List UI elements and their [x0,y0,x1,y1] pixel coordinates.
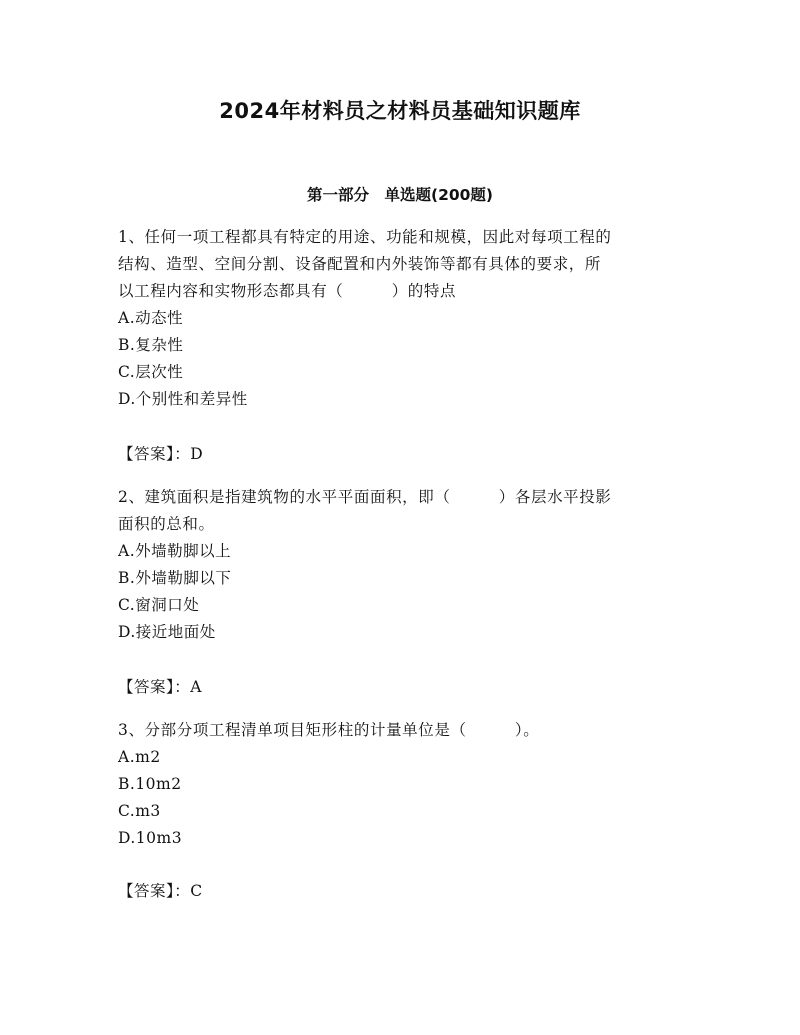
document-title: 2024年材料员之材料员基础知识题库 [219,99,581,123]
question-2 [118,484,688,701]
question-list [118,224,688,905]
question-2-answer: 【答案】：A [118,678,202,696]
question-3-option-d: D.10m3 [118,829,183,847]
section-title: 第一部分 单选题(200题) [306,186,494,204]
question-2-option-a: A.外墙勒脚以上 [118,542,232,560]
question-2-option-c: C.窗洞口处 [118,596,200,614]
question-2-option-d: D.接近地面处 [118,623,216,641]
question-1 [118,224,688,468]
question-1-option-c: C.层次性 [118,363,184,381]
question-1-option-b: B.复杂性 [118,336,184,354]
question-2-line-2: 面积的总和。 [118,515,215,533]
question-3-option-a: A.m2 [118,748,161,766]
question-3-option-c: C.m3 [118,802,161,820]
question-1-line-3: 以工程内容和实物形态都具有（ ）的特点 [118,282,457,300]
question-1-line-2: 结构、造型、空间分割、设备配置和内外装饰等都有具体的要求，所 [118,255,602,273]
question-2-option-b: B.外墙勒脚以下 [118,569,232,587]
question-3 [118,717,688,905]
question-1-option-d: D.个别性和差异性 [118,390,248,408]
question-1-option-a: A.动态性 [118,309,184,327]
question-3-line-1: 3、分部分项工程清单项目矩形柱的计量单位是（ ）。 [118,721,540,739]
question-3-option-b: B.10m2 [118,775,182,793]
question-1-line-1: 1、任何一项工程都具有特定的用途、功能和规模，因此对每项工程的 [118,228,612,246]
question-3-answer: 【答案】：C [118,882,203,900]
question-1-answer: 【答案】：D [118,445,204,463]
question-2-line-1: 2、建筑面积是指建筑物的水平平面面积，即（ ）各层水平投影 [118,488,612,506]
